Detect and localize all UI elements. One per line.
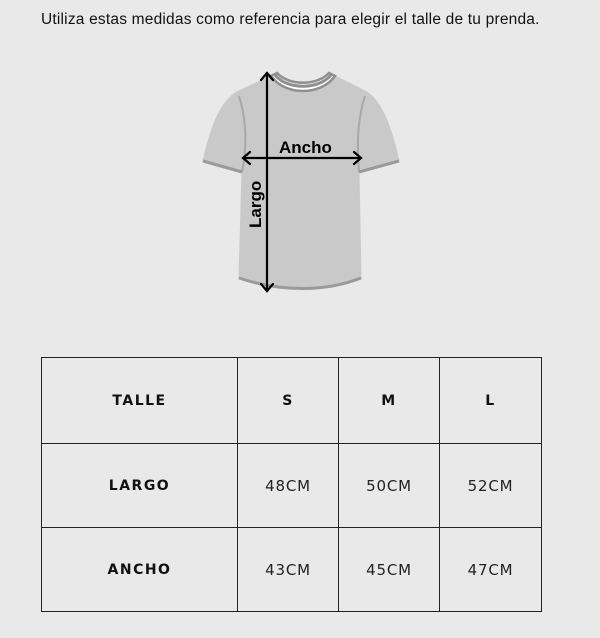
row-label-ancho: ANCHO bbox=[42, 528, 238, 612]
tshirt-shape bbox=[203, 75, 399, 289]
header-talle: TALLE bbox=[42, 358, 238, 444]
table-row-largo bbox=[42, 444, 542, 528]
cell-largo-m: 50CM bbox=[339, 444, 440, 528]
tshirt-diagram bbox=[195, 66, 410, 298]
header-size-s: S bbox=[238, 358, 339, 444]
ancho-label: Ancho bbox=[279, 138, 332, 157]
cell-ancho-m: 45CM bbox=[339, 528, 440, 612]
size-table bbox=[41, 357, 542, 612]
table-row-ancho bbox=[42, 528, 542, 612]
cell-largo-s: 48CM bbox=[238, 444, 339, 528]
cell-ancho-l: 47CM bbox=[440, 528, 542, 612]
intro-text: Utiliza estas medidas como referencia para elegir el talle de tu prenda. bbox=[41, 11, 540, 28]
largo-label: Largo bbox=[246, 180, 265, 228]
header-size-l: L bbox=[440, 358, 542, 444]
row-label-largo: LARGO bbox=[42, 444, 238, 528]
header-size-m: M bbox=[339, 358, 440, 444]
cell-largo-l: 52CM bbox=[440, 444, 542, 528]
cell-ancho-s: 43CM bbox=[238, 528, 339, 612]
table-header-row bbox=[42, 358, 542, 444]
tshirt-illustration bbox=[195, 66, 410, 298]
